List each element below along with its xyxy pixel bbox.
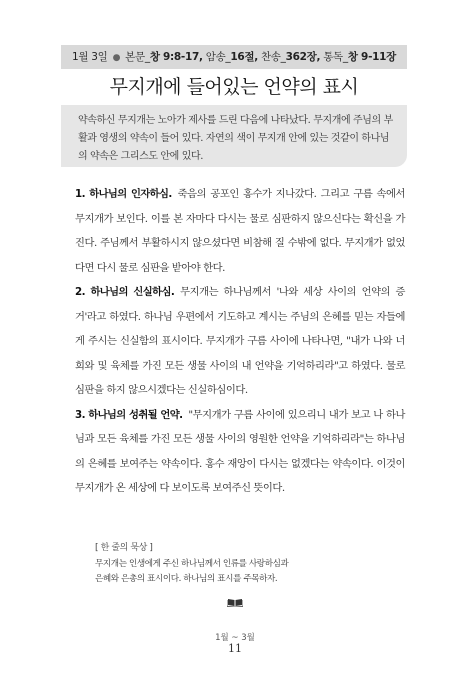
main-text-ref: 창 9:8-17, [149, 51, 203, 63]
meditation-line: 무지개는 인생에게 주신 하나님께서 인류를 사랑하심과 [95, 558, 289, 569]
sermon-body [75, 182, 405, 501]
intro-text: 약속하신 무지개는 노아가 제사를 드린 다음에 나타났다. 무지개에 주님의 부활과 영생의 약속이 들어 있다. 자연의 색이 무지개 안에 있는 것같이 하나님의 약속은 그리스도 안에 있다. [78, 115, 393, 162]
point-heading: 2. 하나님의 신실하심. [75, 286, 175, 298]
recite-label: 암송 [205, 51, 226, 63]
page-title: 무지개에 들어있는 언약의 표시 [109, 76, 359, 98]
point-text: "무지개가 구름 사이에 있으리니 내가 보고 나 하나님과 모든 육체를 가진 모든 생물 사이의 영원한 언약을 기억하리라"는 하나님의 은혜를 보여주는 약속이다. 홍수 재앙이 다시는 없겠다는 약속이다. 이것이 무지개가 온 세상에 다 보이도록 보여주신 뜻이다. [75, 408, 405, 494]
one-line-meditation [95, 541, 395, 588]
point-1 [75, 182, 405, 280]
point-text: 무지개는 하나님께서 '나와 세상 사이의 언약의 증거'라고 하였다. 하나님 우편에서 기도하고 계시는 주님의 은혜를 믿는 자들에게 주시는 신실함의 표시이다. 무지개가 구름 사이에 나타나면, "내가 나와 너희와 및 육체를 가진 모든 생물 사이의 내 언약을 기억하리라"고 하였다. 물로 심판을 하지 않으시겠다는 신실하심이다. [75, 286, 405, 396]
recite-ref: 16절, [230, 51, 258, 63]
point-heading: 3. 하나님의 성취될 언약. [75, 408, 183, 421]
reading-ref: 창 9-11장 [347, 51, 396, 63]
point-2 [75, 280, 405, 403]
reading-plan-bar: 1월 3일 ● 본문_창 9:8-17, 암송_16절, 찬송_362장, 통독_창 9-11장 [61, 45, 407, 69]
point-text: 죽음의 공포인 홍수가 지나갔다. 그리고 구름 속에서 무지개가 보인다. 이를 본 자마다 다시는 물로 심판하지 않으신다는 확신을 가진다. 주님께서 부활하시지 않으셨다면 비참해 질 수밖에 없다. 무지개가 없었다면 다시 물로 심판을 받아야 한다. [75, 188, 405, 274]
open-book-icon [227, 597, 243, 607]
date-label: 1월 3일 [72, 51, 108, 63]
point-heading: 1. 하나님의 인자하심. [75, 188, 172, 200]
hymn-label: 찬송 [260, 51, 281, 63]
reading-label: 통독 [323, 51, 343, 63]
point-3 [75, 403, 405, 501]
intro-box [61, 105, 407, 167]
bullet-icon: ● [112, 53, 121, 63]
month-range: 1월 ~ 3월 [215, 633, 255, 643]
hymn-ref: 362장, [285, 51, 321, 63]
meditation-title: [ 한 줄의 묵상 ] [95, 543, 153, 553]
page-number: 11 [228, 642, 242, 655]
main-text-label: 본문 [125, 51, 145, 63]
meditation-line: 은혜와 은총의 표시이다. 하나님의 표시를 주목하자. [95, 574, 278, 584]
